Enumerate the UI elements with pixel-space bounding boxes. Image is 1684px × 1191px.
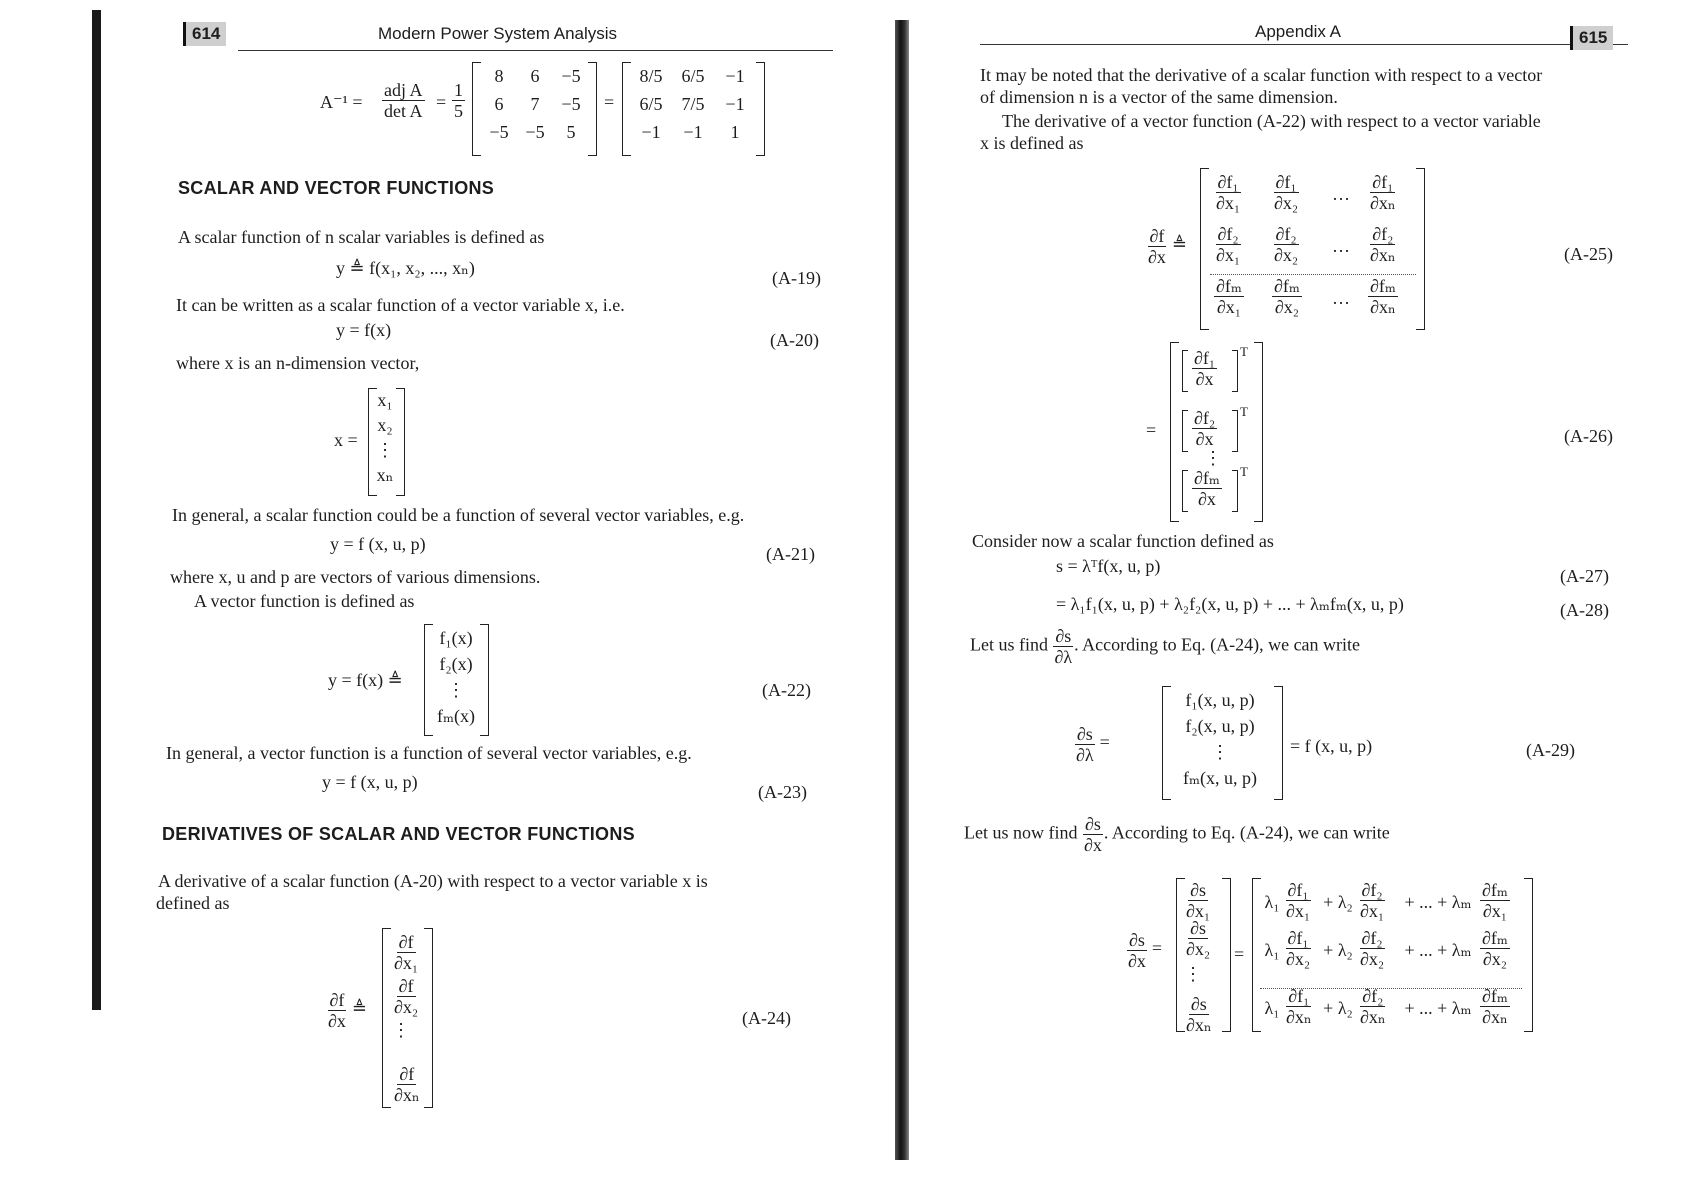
one-fifth: [452, 80, 465, 121]
bracket-right: [1222, 878, 1231, 1032]
matrix-cell: −5: [489, 122, 509, 142]
numerator: ∂f₂: [1361, 880, 1383, 900]
partial-fraction: [1284, 986, 1314, 1027]
numerator: ∂f₁: [1287, 928, 1309, 948]
numerator: ∂f₂: [1362, 986, 1384, 1006]
numerator: ∂f₁: [1372, 172, 1394, 192]
equation-number: (A-23): [758, 782, 807, 802]
denominator: ∂x₂: [1482, 949, 1508, 969]
lambda: λ₁: [1264, 998, 1280, 1018]
equation-a28: = λ₁f₁(x, u, p) + λ₂f₂(x, u, p) + ... + λₘfₘ(x, u, p): [1056, 594, 1404, 614]
numerator: ∂f: [1149, 226, 1165, 246]
partial-fraction: [1358, 928, 1386, 969]
equation-number: (A-20): [770, 330, 819, 350]
transpose-superscript: T: [1240, 344, 1248, 359]
denominator: ∂xₙ: [1360, 1007, 1386, 1027]
adj-den: det A: [384, 101, 423, 121]
paragraph: A vector function is defined as: [194, 591, 415, 611]
equation-number: (A-28): [1560, 600, 1609, 620]
ds-entry: [1184, 918, 1212, 959]
numerator: ∂s: [1076, 724, 1093, 744]
jacobian-entry: [1214, 224, 1242, 265]
def-sign: ≜: [1171, 234, 1187, 255]
matrix-bracket-right: [588, 62, 597, 156]
partial-fraction: [1480, 880, 1510, 921]
jacobian-entry: [1368, 224, 1398, 265]
paragraph: of dimension n is a vector of the same dimension.: [980, 87, 1338, 107]
plus-lambda: + λ₂: [1323, 998, 1353, 1018]
numerator: ∂f₁: [1287, 880, 1309, 900]
text: Let us now find: [964, 822, 1078, 843]
paragraph: It can be written as a scalar function of a vector variable x, i.e.: [176, 295, 625, 315]
jacobian-entry: …: [1332, 184, 1350, 204]
bracket-left: [1170, 342, 1179, 522]
denominator: ∂x₁: [1360, 901, 1385, 921]
vector-entry: f₁(x, u, p): [1185, 690, 1255, 710]
partial-fraction: [1480, 928, 1510, 969]
denominator: ∂x₂: [1274, 245, 1299, 265]
denominator: ∂x₂: [394, 997, 419, 1017]
numerator: ∂s: [1129, 930, 1145, 950]
equation-number: (A-24): [742, 1008, 791, 1028]
numerator: ∂f₁: [1288, 986, 1310, 1006]
paragraph: Consider now a scalar function defined as: [972, 531, 1274, 551]
running-head: Modern Power System Analysis: [378, 24, 618, 43]
equation-number: (A-25): [1564, 244, 1613, 264]
denominator: ∂x₂: [1360, 949, 1385, 969]
bracket-right: [1232, 410, 1238, 452]
transposed-gradient: [1192, 408, 1217, 449]
numerator: ∂fₘ: [1482, 928, 1508, 948]
matrix-cell: 6: [530, 66, 540, 86]
jacobian-entry: [1368, 276, 1398, 317]
vector-entry: fₘ(x, u, p): [1182, 768, 1258, 788]
numerator: ∂f₁: [1194, 348, 1216, 368]
adj-fraction: [382, 80, 425, 121]
numerator: ∂f₂: [1217, 224, 1239, 244]
vector-entry: x₂: [377, 415, 393, 435]
transpose-superscript: T: [1240, 404, 1248, 419]
equals: =: [1151, 938, 1163, 959]
eq30-lhs: [1126, 930, 1162, 971]
denominator: ∂x₂: [1286, 949, 1311, 969]
matrix-cell: −1: [683, 122, 703, 142]
numerator: ∂s: [1190, 918, 1207, 938]
page-binding-edge: [92, 10, 101, 1010]
vector-entry: ⋮: [447, 680, 465, 700]
denominator: ∂x: [1128, 951, 1146, 971]
ds-entry: ⋮: [1184, 964, 1202, 984]
inverse-lhs: A⁻¹ =: [320, 92, 363, 112]
equation-number: (A-19): [772, 268, 821, 288]
numerator: ∂f: [398, 932, 414, 952]
jacobian-entry: [1272, 172, 1300, 213]
page-number: 615: [1570, 26, 1613, 50]
lambda: λ₁: [1264, 940, 1280, 960]
matrix-cell: 5: [566, 122, 576, 142]
numerator: ∂s: [1190, 994, 1207, 1014]
paragraph: where x is an n-dimension vector,: [176, 353, 420, 373]
vector-entry: ⋮: [376, 440, 394, 460]
plus-lambda: + λ₂: [1323, 892, 1353, 912]
bracket-left: [1182, 410, 1188, 452]
transpose-superscript: T: [1240, 464, 1248, 479]
denominator: ∂x₁: [1186, 901, 1211, 921]
lambda: λ₁: [1264, 892, 1280, 912]
numerator: ∂fₘ: [1216, 276, 1242, 296]
vector-entry: fₘ(x): [436, 706, 476, 726]
eq22-lhs: y = f(x) ≜: [328, 670, 403, 690]
vector-entry: f₂(x): [439, 654, 473, 674]
header-rule: [980, 44, 1628, 45]
eq29-lhs: [1074, 724, 1110, 765]
vector-entry: f₁(x): [439, 628, 473, 648]
page-number: 614: [183, 22, 226, 46]
bracket-left: [1252, 878, 1261, 1032]
bracket-right: [1232, 350, 1238, 392]
matrix-cell: 6/5: [639, 94, 663, 114]
numerator: ∂fₘ: [1482, 880, 1508, 900]
bracket-right: [1416, 168, 1425, 330]
denominator: ∂xₙ: [394, 1085, 420, 1105]
bracket-left: [1200, 168, 1209, 330]
eq24-lhs: [326, 990, 367, 1031]
numerator: ∂f: [398, 976, 414, 996]
equals: =: [1099, 732, 1110, 753]
matrix-cell: 8/5: [639, 66, 663, 86]
denominator: ∂x: [1195, 369, 1214, 389]
matrix-bracket-left: [472, 62, 481, 156]
jacobian-entry: [1272, 276, 1302, 317]
section-heading-derivatives: DERIVATIVES OF SCALAR AND VECTOR FUNCTIONS: [162, 824, 635, 844]
denominator: ∂x: [1083, 835, 1102, 855]
denominator: ∂x: [1195, 429, 1214, 449]
bracket-left: [382, 928, 391, 1108]
denominator: ∂xₙ: [1186, 1015, 1212, 1035]
vector-entry: ⋮: [1211, 742, 1229, 762]
numerator: ∂f₂: [1275, 224, 1297, 244]
denominator: ∂x: [1148, 247, 1166, 267]
equation-a19: y ≜ f(x₁, x₂, ..., xₙ): [336, 258, 475, 278]
numerator: ∂s: [1190, 880, 1207, 900]
paragraph-with-fraction: [964, 814, 1390, 855]
denominator: ∂xₙ: [1482, 1007, 1508, 1027]
equation-number: (A-27): [1560, 566, 1609, 586]
partial-fraction: [1358, 986, 1388, 1027]
denominator: ∂x: [328, 1011, 346, 1031]
transposed-gradient: [1192, 468, 1222, 509]
eq-sign: =: [436, 92, 447, 112]
denominator: ∂x₁: [1216, 297, 1242, 317]
vector-entry: x₁: [377, 390, 393, 410]
matrix-cell: 7: [530, 94, 540, 114]
matrix-cell: −1: [725, 94, 745, 114]
equation-number: (A-29): [1526, 740, 1575, 760]
eq-sign-2: =: [604, 92, 615, 112]
partial-fraction: [1284, 928, 1312, 969]
gradient-entry: ⋮: [392, 1020, 410, 1040]
vector-entry: xₙ: [376, 465, 394, 485]
eq25-lhs: [1146, 226, 1187, 267]
denominator: ∂λ: [1054, 647, 1073, 667]
def-sign: ≜: [351, 998, 367, 1019]
jacobian-entry: [1272, 224, 1300, 265]
right-page: [900, 0, 1684, 1191]
eq29-rhs: = f (x, u, p): [1290, 736, 1373, 756]
running-head: Appendix A: [1255, 22, 1342, 41]
partial-fraction: [1480, 986, 1510, 1027]
matrix-cell: 6: [494, 94, 504, 114]
denominator: ∂x₁: [394, 953, 419, 973]
equation-a21: y = f (x, u, p): [330, 534, 426, 554]
ds-entry: [1184, 994, 1214, 1035]
jacobian-entry: [1214, 172, 1242, 213]
numerator: ∂f₂: [1361, 928, 1383, 948]
jacobian-entry: …: [1332, 288, 1350, 308]
separator: [1210, 274, 1416, 275]
denominator: ∂xₙ: [1286, 1007, 1312, 1027]
bracket-right: [1254, 342, 1263, 522]
eq26-equals: =: [1146, 420, 1157, 440]
jacobian-entry: [1368, 172, 1398, 213]
paragraph: where x, u and p are vectors of various dimensions.: [170, 567, 541, 587]
numerator: ∂f₂: [1372, 224, 1394, 244]
partial-fraction: [1284, 880, 1312, 921]
matrix-cell: −5: [561, 66, 581, 86]
ds-entry: [1184, 880, 1212, 921]
numerator: ∂f: [329, 990, 345, 1010]
equation-a23: y = f (x, u, p): [322, 772, 418, 792]
matrix-cell: −5: [525, 122, 545, 142]
paragraph: x is defined as: [980, 133, 1084, 153]
x-vector-lhs: x =: [334, 430, 358, 450]
numerator: ∂f₂: [1194, 408, 1216, 428]
denominator: ∂xₙ: [1370, 193, 1396, 213]
denominator: ∂x₁: [1216, 245, 1241, 265]
bracket-right: [1524, 878, 1533, 1032]
bracket-right: [424, 928, 433, 1108]
plus-dots-lambda: + ... + λₘ: [1404, 998, 1472, 1018]
bracket-right: [1232, 470, 1238, 512]
gradient-entry: [392, 932, 420, 973]
plus-lambda: + λ₂: [1323, 940, 1353, 960]
numerator: ∂f: [399, 1064, 415, 1084]
denominator: ∂xₙ: [1370, 297, 1396, 317]
equation-number: (A-22): [762, 680, 811, 700]
numerator: ∂fₘ: [1370, 276, 1396, 296]
denominator: ∂x₂: [1274, 297, 1300, 317]
bracket-right: [1274, 686, 1283, 800]
paragraph-with-fraction: [970, 626, 1360, 667]
one: 1: [454, 80, 463, 100]
text: . According to Eq. (A-24), we can write: [1103, 822, 1390, 843]
partial-fraction: [1358, 880, 1386, 921]
matrix-cell: 6/5: [681, 66, 705, 86]
matrix-cell: 8: [494, 66, 504, 86]
numerator: ∂s: [1084, 814, 1101, 834]
denominator: ∂x₁: [1286, 901, 1311, 921]
five: 5: [454, 101, 463, 121]
plus-dots-lambda: + ... + λₘ: [1404, 892, 1472, 912]
numerator: ∂fₘ: [1274, 276, 1300, 296]
paragraph: The derivative of a vector function (A-22) with respect to a vector variable: [1002, 111, 1541, 131]
denominator: ∂x₂: [1274, 193, 1299, 213]
transposed-gradient: [1192, 348, 1217, 389]
equation-a27: s = λᵀf(x, u, p): [1056, 556, 1161, 576]
denominator: ∂x₂: [1186, 939, 1211, 959]
denominator: ∂λ: [1076, 745, 1094, 765]
jacobian-entry: [1214, 276, 1244, 317]
numerator: ∂f₁: [1217, 172, 1239, 192]
equation-number: (A-26): [1564, 426, 1613, 446]
gradient-entry: [392, 976, 420, 1017]
matrix-cell: 1: [730, 122, 740, 142]
gradient-entry: [392, 1064, 422, 1105]
paragraph: A derivative of a scalar function (A-20) with respect to a vector variable x is: [158, 871, 708, 891]
text: . According to Eq. (A-24), we can write: [1074, 634, 1361, 655]
text: Let us find: [970, 634, 1048, 655]
vertical-dots: ⋮: [1204, 448, 1222, 468]
numerator: ∂s: [1055, 626, 1072, 646]
paragraph: A scalar function of n scalar variables is defined as: [178, 227, 545, 247]
denominator: ∂x₁: [1482, 901, 1508, 921]
equals: =: [1234, 944, 1245, 964]
matrix-cell: −1: [641, 122, 661, 142]
section-heading-scalar-vector: SCALAR AND VECTOR FUNCTIONS: [178, 178, 495, 198]
bracket-left: [1182, 470, 1188, 512]
paragraph: defined as: [156, 893, 230, 913]
numerator: ∂fₘ: [1194, 468, 1220, 488]
matrix-cell: −1: [725, 66, 745, 86]
matrix-bracket-right-2: [756, 62, 765, 156]
denominator: ∂xₙ: [1370, 245, 1396, 265]
denominator: ∂x: [1198, 489, 1216, 509]
matrix-cell: −5: [561, 94, 581, 114]
equation-number: (A-21): [766, 544, 815, 564]
matrix-cell: 7/5: [681, 94, 705, 114]
equation-a20: y = f(x): [336, 320, 392, 340]
jacobian-entry: …: [1332, 236, 1350, 256]
adj-num: adj A: [384, 80, 423, 100]
plus-dots-lambda: + ... + λₘ: [1404, 940, 1472, 960]
numerator: ∂f₁: [1275, 172, 1297, 192]
paragraph: In general, a vector function is a function of several vector variables, e.g.: [166, 743, 692, 763]
paragraph: In general, a scalar function could be a function of several vector variables, e.g.: [172, 505, 745, 525]
denominator: ∂x₁: [1216, 193, 1241, 213]
numerator: ∂fₘ: [1482, 986, 1508, 1006]
bracket-left: [1182, 350, 1188, 392]
header-rule: [238, 50, 833, 51]
vector-entry: f₂(x, u, p): [1185, 716, 1255, 736]
paragraph: It may be noted that the derivative of a scalar function with respect to a vector: [980, 65, 1543, 85]
